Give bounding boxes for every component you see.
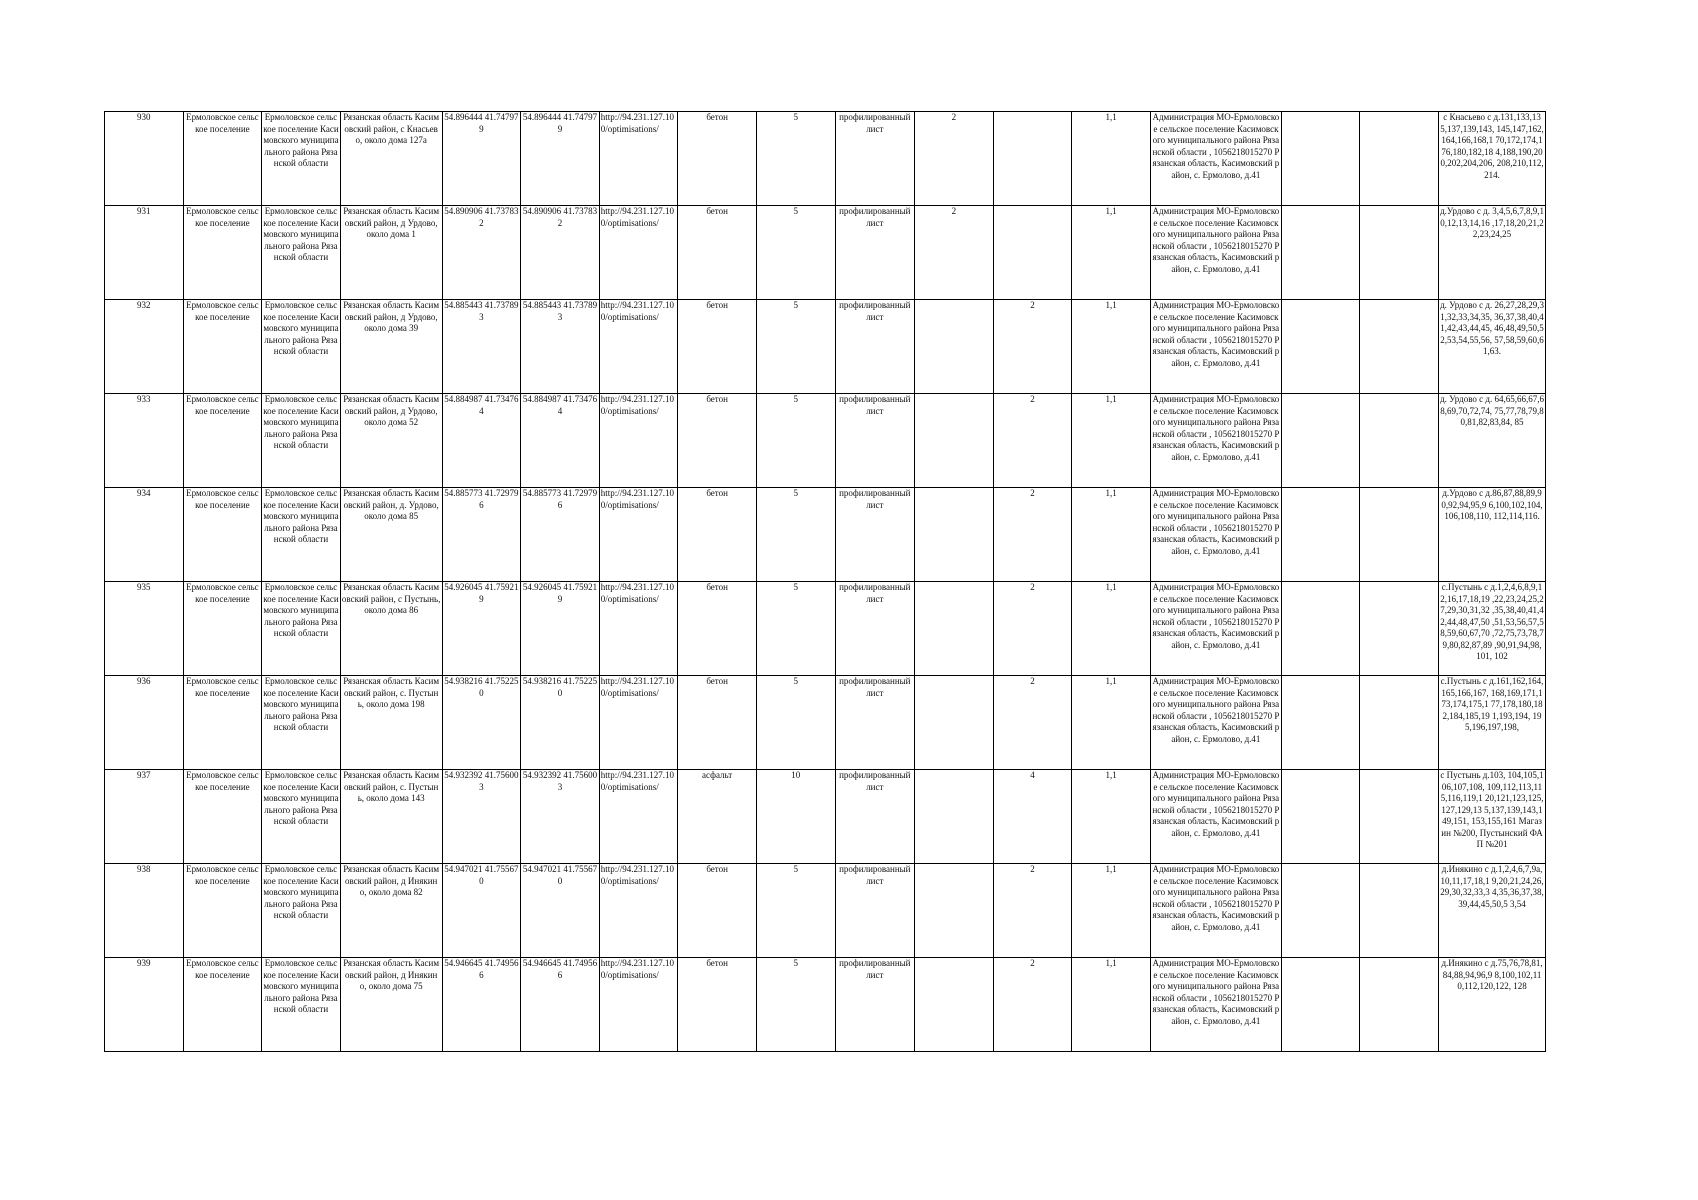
- map-link-cell: http://94.231.127.100/optimisations/: [599, 394, 678, 488]
- served-houses-cell: д. Урдово с д. 64,65,66,67,68,69,70,72,74, 75,77,78,79,80,81,82,83,84, 85: [1439, 394, 1546, 488]
- row-number: 937: [105, 770, 184, 864]
- empty-cell: [1281, 770, 1360, 864]
- coordinates-cell-2: 54.896444 41.747979: [521, 112, 600, 206]
- settlement-cell: Ермоловское сельское поселение: [183, 112, 262, 206]
- map-link-cell: http://94.231.127.100/optimisations/: [599, 300, 678, 394]
- area-cell: 10: [756, 770, 835, 864]
- container-volume-cell: 1,1: [1072, 676, 1151, 770]
- surface-type-cell: бетон: [678, 488, 757, 582]
- container-count-cell: [915, 958, 994, 1052]
- owner-cell: Администрация МО-Ермоловское сельское поселение Касимовского муниципального района Рязанской области , 1056218015270 Рязанская область, Касимовский район, с. Ермолово, д.41: [1150, 488, 1281, 582]
- container-count-cell: [915, 770, 994, 864]
- row-number: 938: [105, 864, 184, 958]
- container-count-cell: [915, 488, 994, 582]
- fence-material-cell: профилированный лист: [835, 300, 915, 394]
- surface-type-cell: бетон: [678, 394, 757, 488]
- coordinates-cell-2: 54.926045 41.759219: [521, 582, 600, 676]
- coordinates-cell-2: 54.947021 41.755670: [521, 864, 600, 958]
- coordinates-cell: 54.947021 41.755670: [442, 864, 521, 958]
- area-cell: 5: [756, 394, 835, 488]
- owner-cell: Администрация МО-Ермоловское сельское поселение Касимовского муниципального района Рязанской области , 1056218015270 Рязанская область, Касимовский район, с. Ермолово, д.41: [1150, 958, 1281, 1052]
- owner-cell: Администрация МО-Ермоловское сельское поселение Касимовского муниципального района Рязанской области , 1056218015270 Рязанская область, Касимовский район, с. Ермолово, д.41: [1150, 676, 1281, 770]
- owner-cell: Администрация МО-Ермоловское сельское поселение Касимовского муниципального района Рязанской области , 1056218015270 Рязанская область, Касимовский район, с. Ермолово, д.41: [1150, 394, 1281, 488]
- empty-cell: [1281, 112, 1360, 206]
- container-count-cell: [915, 394, 994, 488]
- address-cell: Рязанская область Касимовский район, д Инякино, около дома 82: [340, 864, 442, 958]
- container-count-cell-2: 2: [993, 300, 1072, 394]
- table-row: [105, 864, 1546, 958]
- address-cell: Рязанская область Касимовский район, с. Пустынь, около дома 143: [340, 770, 442, 864]
- area-cell: 5: [756, 206, 835, 300]
- container-volume-cell: 1,1: [1072, 770, 1151, 864]
- surface-type-cell: бетон: [678, 206, 757, 300]
- container-count-cell-2: 4: [993, 770, 1072, 864]
- empty-cell-2: [1360, 206, 1439, 300]
- owner-cell: Администрация МО-Ермоловское сельское поселение Касимовского муниципального района Рязанской области , 1056218015270 Рязанская область, Касимовский район, с. Ермолово, д.41: [1150, 300, 1281, 394]
- container-count-cell-2: 2: [993, 488, 1072, 582]
- authority-cell: Ермоловское сельское поселение Касимовского муниципального района Рязанской области: [262, 582, 341, 676]
- table-row: [105, 112, 1546, 206]
- address-cell: Рязанская область Касимовский район, с Кнасьево, около дома 127а: [340, 112, 442, 206]
- coordinates-cell: 54.946645 41.749566: [442, 958, 521, 1052]
- empty-cell-2: [1360, 300, 1439, 394]
- coordinates-cell-2: 54.885443 41.737893: [521, 300, 600, 394]
- table-row: [105, 394, 1546, 488]
- authority-cell: Ермоловское сельское поселение Касимовского муниципального района Рязанской области: [262, 206, 341, 300]
- surface-type-cell: асфальт: [678, 770, 757, 864]
- address-cell: Рязанская область Касимовский район, д. Урдово, около дома 85: [340, 488, 442, 582]
- settlement-cell: Ермоловское сельское поселение: [183, 770, 262, 864]
- empty-cell: [1281, 488, 1360, 582]
- authority-cell: Ермоловское сельское поселение Касимовского муниципального района Рязанской области: [262, 864, 341, 958]
- empty-cell: [1281, 206, 1360, 300]
- owner-cell: Администрация МО-Ермоловское сельское поселение Касимовского муниципального района Рязанской области , 1056218015270 Рязанская область, Касимовский район, с. Ермолово, д.41: [1150, 206, 1281, 300]
- served-houses-cell: с Кнасьево с д.131,133,135,137,139,143, 145,147,162,164,166,168,1 70,172,174,176,180,182,18 4,188,190,200,202,204,206, 208,210,112, 214.: [1439, 112, 1546, 206]
- area-cell: 5: [756, 958, 835, 1052]
- map-link-cell: http://94.231.127.100/optimisations/: [599, 770, 678, 864]
- address-cell: Рязанская область Касимовский район, д Урдово, около дома 52: [340, 394, 442, 488]
- row-number: 934: [105, 488, 184, 582]
- container-volume-cell: 1,1: [1072, 488, 1151, 582]
- authority-cell: Ермоловское сельское поселение Касимовского муниципального района Рязанской области: [262, 958, 341, 1052]
- empty-cell: [1281, 864, 1360, 958]
- settlement-cell: Ермоловское сельское поселение: [183, 958, 262, 1052]
- authority-cell: Ермоловское сельское поселение Касимовского муниципального района Рязанской области: [262, 676, 341, 770]
- container-volume-cell: 1,1: [1072, 582, 1151, 676]
- settlement-cell: Ермоловское сельское поселение: [183, 488, 262, 582]
- owner-cell: Администрация МО-Ермоловское сельское поселение Касимовского муниципального района Рязанской области , 1056218015270 Рязанская область, Касимовский район, с. Ермолово, д.41: [1150, 582, 1281, 676]
- surface-type-cell: бетон: [678, 864, 757, 958]
- owner-cell: Администрация МО-Ермоловское сельское поселение Касимовского муниципального района Рязанской области , 1056218015270 Рязанская область, Касимовский район, с. Ермолово, д.41: [1150, 112, 1281, 206]
- coordinates-cell: 54.890906 41.737832: [442, 206, 521, 300]
- area-cell: 5: [756, 676, 835, 770]
- authority-cell: Ермоловское сельское поселение Касимовского муниципального района Рязанской области: [262, 300, 341, 394]
- owner-cell: Администрация МО-Ермоловское сельское поселение Касимовского муниципального района Рязанской области , 1056218015270 Рязанская область, Касимовский район, с. Ермолово, д.41: [1150, 770, 1281, 864]
- fence-material-cell: профилированный лист: [835, 958, 915, 1052]
- row-number: 931: [105, 206, 184, 300]
- served-houses-cell: с.Пустынь с д.161,162,164,165,166,167, 168,169,171,173,174,175,1 77,178,180,182,184,185,19 1,193,194, 195,196,197,198,: [1439, 676, 1546, 770]
- fence-material-cell: профилированный лист: [835, 582, 915, 676]
- map-link-cell: http://94.231.127.100/optimisations/: [599, 864, 678, 958]
- empty-cell-2: [1360, 864, 1439, 958]
- empty-cell-2: [1360, 582, 1439, 676]
- address-cell: Рязанская область Касимовский район, д Инякино, около дома 75: [340, 958, 442, 1052]
- surface-type-cell: бетон: [678, 300, 757, 394]
- registry-body: [105, 112, 1546, 1052]
- container-count-cell-2: 2: [993, 864, 1072, 958]
- fence-material-cell: профилированный лист: [835, 206, 915, 300]
- coordinates-cell: 54.938216 41.752250: [442, 676, 521, 770]
- coordinates-cell: 54.932392 41.756003: [442, 770, 521, 864]
- table-row: [105, 770, 1546, 864]
- container-count-cell: 2: [915, 206, 994, 300]
- map-link-cell: http://94.231.127.100/optimisations/: [599, 488, 678, 582]
- container-count-cell: [915, 300, 994, 394]
- authority-cell: Ермоловское сельское поселение Касимовского муниципального района Рязанской области: [262, 488, 341, 582]
- container-count-cell: [915, 676, 994, 770]
- authority-cell: Ермоловское сельское поселение Касимовского муниципального района Рязанской области: [262, 394, 341, 488]
- served-houses-cell: д.Урдово с д.86,87,88,89,90,92,94,95,9 6,100,102,104,106,108,110, 112,114,116.: [1439, 488, 1546, 582]
- table-row: [105, 488, 1546, 582]
- row-number: 935: [105, 582, 184, 676]
- served-houses-cell: с.Пустынь с д.1,2,4,6,8,9,12,16,17,18,19 ,22,23,24,25,27,29,30,31,32 ,35,38,40,41,42,44,48,47,50 ,51,53,56,57,58,59,60,67,70 ,72,75,73,78,79,80,82,87,89 ,90,91,94,98, 101, 102: [1439, 582, 1546, 676]
- address-cell: Рязанская область Касимовский район, д Урдово, около дома 1: [340, 206, 442, 300]
- empty-cell: [1281, 394, 1360, 488]
- container-volume-cell: 1,1: [1072, 206, 1151, 300]
- container-count-cell-2: [993, 206, 1072, 300]
- container-volume-cell: 1,1: [1072, 300, 1151, 394]
- address-cell: Рязанская область Касимовский район, д Урдово, около дома 39: [340, 300, 442, 394]
- coordinates-cell: 54.885443 41.737893: [442, 300, 521, 394]
- surface-type-cell: бетон: [678, 676, 757, 770]
- coordinates-cell: 54.884987 41.734764: [442, 394, 521, 488]
- settlement-cell: Ермоловское сельское поселение: [183, 206, 262, 300]
- coordinates-cell-2: 54.932392 41.756003: [521, 770, 600, 864]
- container-volume-cell: 1,1: [1072, 394, 1151, 488]
- container-count-cell-2: 2: [993, 394, 1072, 488]
- coordinates-cell-2: 54.890906 41.737832: [521, 206, 600, 300]
- settlement-cell: Ермоловское сельское поселение: [183, 394, 262, 488]
- empty-cell: [1281, 958, 1360, 1052]
- fence-material-cell: профилированный лист: [835, 864, 915, 958]
- container-count-cell-2: 2: [993, 582, 1072, 676]
- fence-material-cell: профилированный лист: [835, 488, 915, 582]
- coordinates-cell-2: 54.885773 41.729796: [521, 488, 600, 582]
- container-count-cell-2: 2: [993, 958, 1072, 1052]
- row-number: 930: [105, 112, 184, 206]
- authority-cell: Ермоловское сельское поселение Касимовского муниципального района Рязанской области: [262, 770, 341, 864]
- empty-cell: [1281, 582, 1360, 676]
- container-count-cell: [915, 864, 994, 958]
- map-link-cell: http://94.231.127.100/optimisations/: [599, 112, 678, 206]
- served-houses-cell: д.Инякино с д.75,76,78,81,84,88,94,96,9 8,100,102,110,112,120,122, 128: [1439, 958, 1546, 1052]
- row-number: 933: [105, 394, 184, 488]
- area-cell: 5: [756, 582, 835, 676]
- settlement-cell: Ермоловское сельское поселение: [183, 864, 262, 958]
- served-houses-cell: д. Урдово с д. 26,27,28,29,31,32,33,34,35, 36,37,38,40,41,42,43,44,45, 46,48,49,50,52,53,54,55,56, 57,58,59,60,61,63.: [1439, 300, 1546, 394]
- empty-cell-2: [1360, 676, 1439, 770]
- table-row: [105, 206, 1546, 300]
- fence-material-cell: профилированный лист: [835, 676, 915, 770]
- fence-material-cell: профилированный лист: [835, 112, 915, 206]
- empty-cell: [1281, 300, 1360, 394]
- container-count-cell-2: [993, 112, 1072, 206]
- container-volume-cell: 1,1: [1072, 958, 1151, 1052]
- address-cell: Рязанская область Касимовский район, с. Пустынь, около дома 198: [340, 676, 442, 770]
- empty-cell: [1281, 676, 1360, 770]
- table-row: [105, 582, 1546, 676]
- table-row: [105, 300, 1546, 394]
- fence-material-cell: профилированный лист: [835, 770, 915, 864]
- map-link-cell: http://94.231.127.100/optimisations/: [599, 582, 678, 676]
- container-volume-cell: 1,1: [1072, 864, 1151, 958]
- table-row: [105, 958, 1546, 1052]
- surface-type-cell: бетон: [678, 112, 757, 206]
- empty-cell-2: [1360, 770, 1439, 864]
- surface-type-cell: бетон: [678, 582, 757, 676]
- waste-site-registry-table: [104, 111, 1546, 1052]
- coordinates-cell-2: 54.946645 41.749566: [521, 958, 600, 1052]
- surface-type-cell: бетон: [678, 958, 757, 1052]
- address-cell: Рязанская область Касимовский район, с Пустынь, около дома 86: [340, 582, 442, 676]
- empty-cell-2: [1360, 958, 1439, 1052]
- coordinates-cell: 54.885773 41.729796: [442, 488, 521, 582]
- empty-cell-2: [1360, 488, 1439, 582]
- owner-cell: Администрация МО-Ермоловское сельское поселение Касимовского муниципального района Рязанской области , 1056218015270 Рязанская область, Касимовский район, с. Ермолово, д.41: [1150, 864, 1281, 958]
- coordinates-cell: 54.896444 41.747979: [442, 112, 521, 206]
- area-cell: 5: [756, 864, 835, 958]
- area-cell: 5: [756, 112, 835, 206]
- map-link-cell: http://94.231.127.100/optimisations/: [599, 958, 678, 1052]
- served-houses-cell: с Пустынь д.103, 104,105,106,107,108, 109,112,113,115,116,119,1 20,121,123,125,127,129,13 5,137,139,143,149,151, 153,155,161 Магазин №200, Пустынский ФАП №201: [1439, 770, 1546, 864]
- row-number: 936: [105, 676, 184, 770]
- served-houses-cell: д.Инякино с д.1,2,4,6,7,9а,10,11,17,18,1 9,20,21,24,26,29,30,32,33,3 4,35,36,37,38,39,44,45,50,5 3,54: [1439, 864, 1546, 958]
- map-link-cell: http://94.231.127.100/optimisations/: [599, 206, 678, 300]
- container-count-cell: [915, 582, 994, 676]
- coordinates-cell-2: 54.938216 41.752250: [521, 676, 600, 770]
- fence-material-cell: профилированный лист: [835, 394, 915, 488]
- empty-cell-2: [1360, 394, 1439, 488]
- table-row: [105, 676, 1546, 770]
- row-number: 939: [105, 958, 184, 1052]
- coordinates-cell-2: 54.884987 41.734764: [521, 394, 600, 488]
- served-houses-cell: д.Урдово с д. 3,4,5,6,7,8,9,10,12,13,14,16 ,17,18,20,21,22,23,24,25: [1439, 206, 1546, 300]
- area-cell: 5: [756, 300, 835, 394]
- authority-cell: Ермоловское сельское поселение Касимовского муниципального района Рязанской области: [262, 112, 341, 206]
- container-count-cell-2: 2: [993, 676, 1072, 770]
- coordinates-cell: 54.926045 41.759219: [442, 582, 521, 676]
- settlement-cell: Ермоловское сельское поселение: [183, 582, 262, 676]
- settlement-cell: Ермоловское сельское поселение: [183, 300, 262, 394]
- row-number: 932: [105, 300, 184, 394]
- container-count-cell: 2: [915, 112, 994, 206]
- container-volume-cell: 1,1: [1072, 112, 1151, 206]
- empty-cell-2: [1360, 112, 1439, 206]
- map-link-cell: http://94.231.127.100/optimisations/: [599, 676, 678, 770]
- settlement-cell: Ермоловское сельское поселение: [183, 676, 262, 770]
- area-cell: 5: [756, 488, 835, 582]
